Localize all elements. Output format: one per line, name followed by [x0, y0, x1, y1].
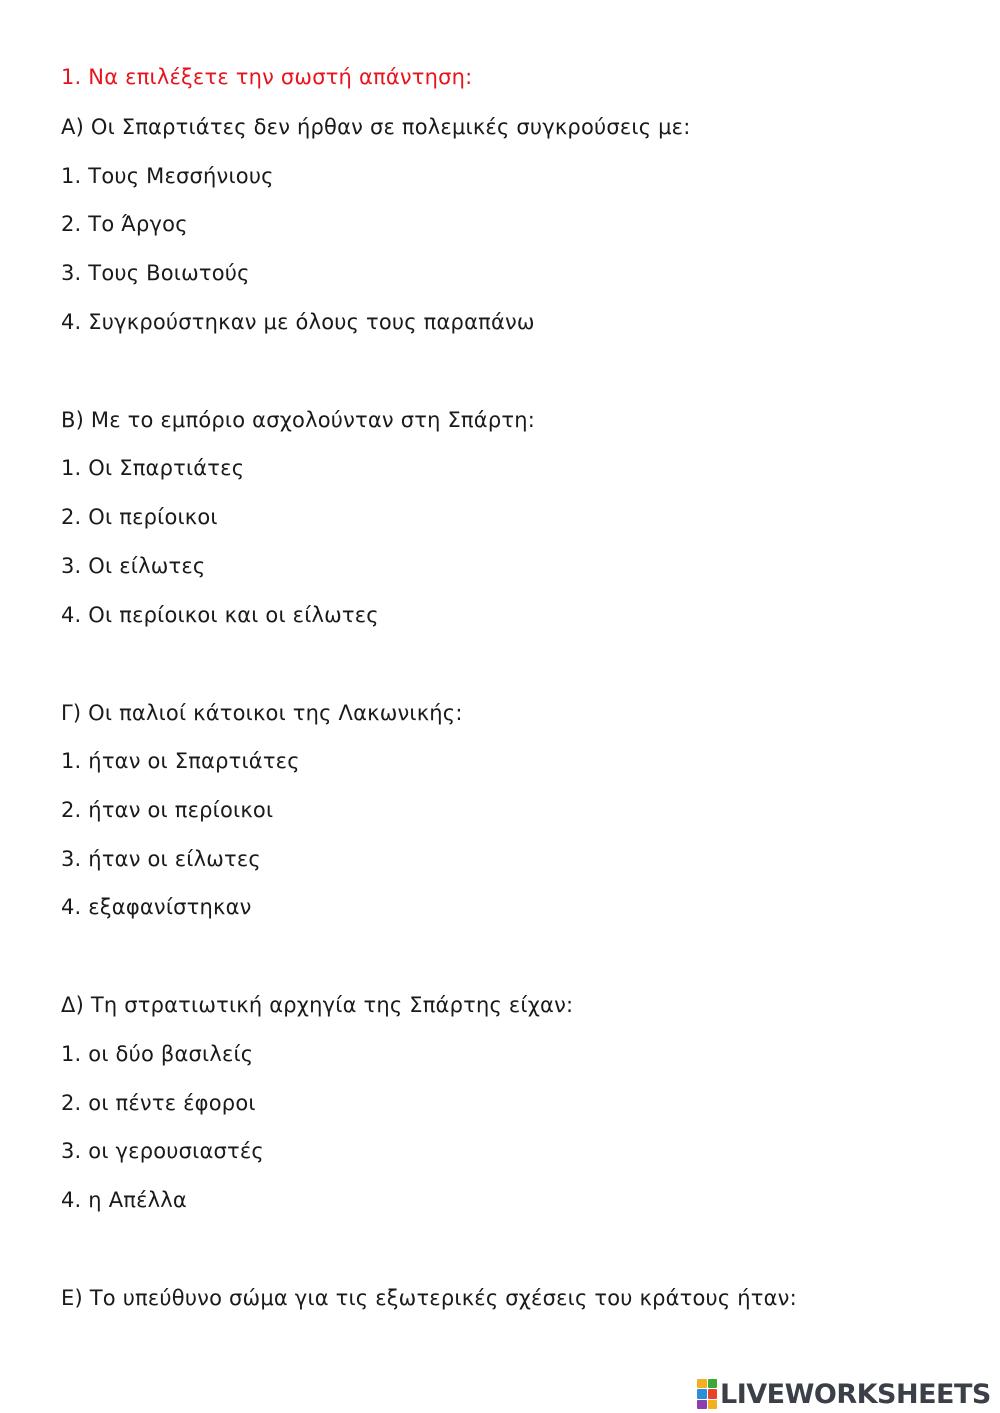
- question-d-option-2[interactable]: 2. οι πέντε έφοροι: [61, 1091, 256, 1115]
- logo-block-4: [708, 1389, 718, 1398]
- question-c-prompt: Γ) Οι παλιοί κάτοικοι της Λακωνικής:: [61, 701, 463, 725]
- logo-block-3: [697, 1389, 707, 1398]
- question-d-option-1[interactable]: 1. οι δύο βασιλείς: [61, 1042, 254, 1066]
- question-a-option-2[interactable]: 2. Το Άργος: [61, 212, 188, 236]
- brand-name: LIVEWORKSHEETS: [720, 1378, 991, 1410]
- question-b-option-2[interactable]: 2. Οι περίοικοι: [61, 505, 218, 529]
- logo-block-5: [697, 1400, 707, 1409]
- question-b-option-3[interactable]: 3. Οι είλωτες: [61, 554, 206, 578]
- question-b-option-4[interactable]: 4. Οι περίοικοι και οι είλωτες: [61, 603, 379, 627]
- question-c-option-3[interactable]: 3. ήταν οι είλωτες: [61, 847, 261, 871]
- question-a-option-3[interactable]: 3. Τους Βοιωτούς: [61, 261, 250, 285]
- instruction-heading: 1. Να επιλέξετε την σωστή απάντηση:: [61, 65, 473, 89]
- question-b-option-1[interactable]: 1. Οι Σπαρτιάτες: [61, 456, 245, 480]
- question-e-prompt: Ε) Το υπεύθυνο σώμα για τις εξωτερικές σχέσεις του κράτους ήταν:: [61, 1286, 797, 1310]
- question-d-prompt: Δ) Τη στρατιωτική αρχηγία της Σπάρτης είχαν:: [61, 993, 574, 1017]
- liveworksheets-logo: [697, 1377, 991, 1411]
- question-a-option-4[interactable]: 4. Συγκρούστηκαν με όλους τους παραπάνω: [61, 310, 535, 334]
- question-c-option-4[interactable]: 4. εξαφανίστηκαν: [61, 895, 252, 919]
- question-d-option-3[interactable]: 3. οι γερουσιαστές: [61, 1139, 264, 1163]
- logo-block-6: [708, 1400, 718, 1409]
- question-c-option-2[interactable]: 2. ήταν οι περίοικοι: [61, 798, 274, 822]
- question-a-prompt: Α) Οι Σπαρτιάτες δεν ήρθαν σε πολεμικές συγκρούσεις με:: [61, 115, 691, 139]
- liveworksheets-logo-icon: [697, 1379, 717, 1409]
- question-c-option-1[interactable]: 1. ήταν οι Σπαρτιάτες: [61, 749, 300, 773]
- question-a-option-1[interactable]: 1. Τους Μεσσήνιους: [61, 164, 274, 188]
- question-b-prompt: Β) Με το εμπόριο ασχολούνταν στη Σπάρτη:: [61, 408, 535, 432]
- logo-block-2: [708, 1379, 718, 1388]
- logo-block-1: [697, 1379, 707, 1388]
- question-d-option-4[interactable]: 4. η Απέλλα: [61, 1188, 187, 1212]
